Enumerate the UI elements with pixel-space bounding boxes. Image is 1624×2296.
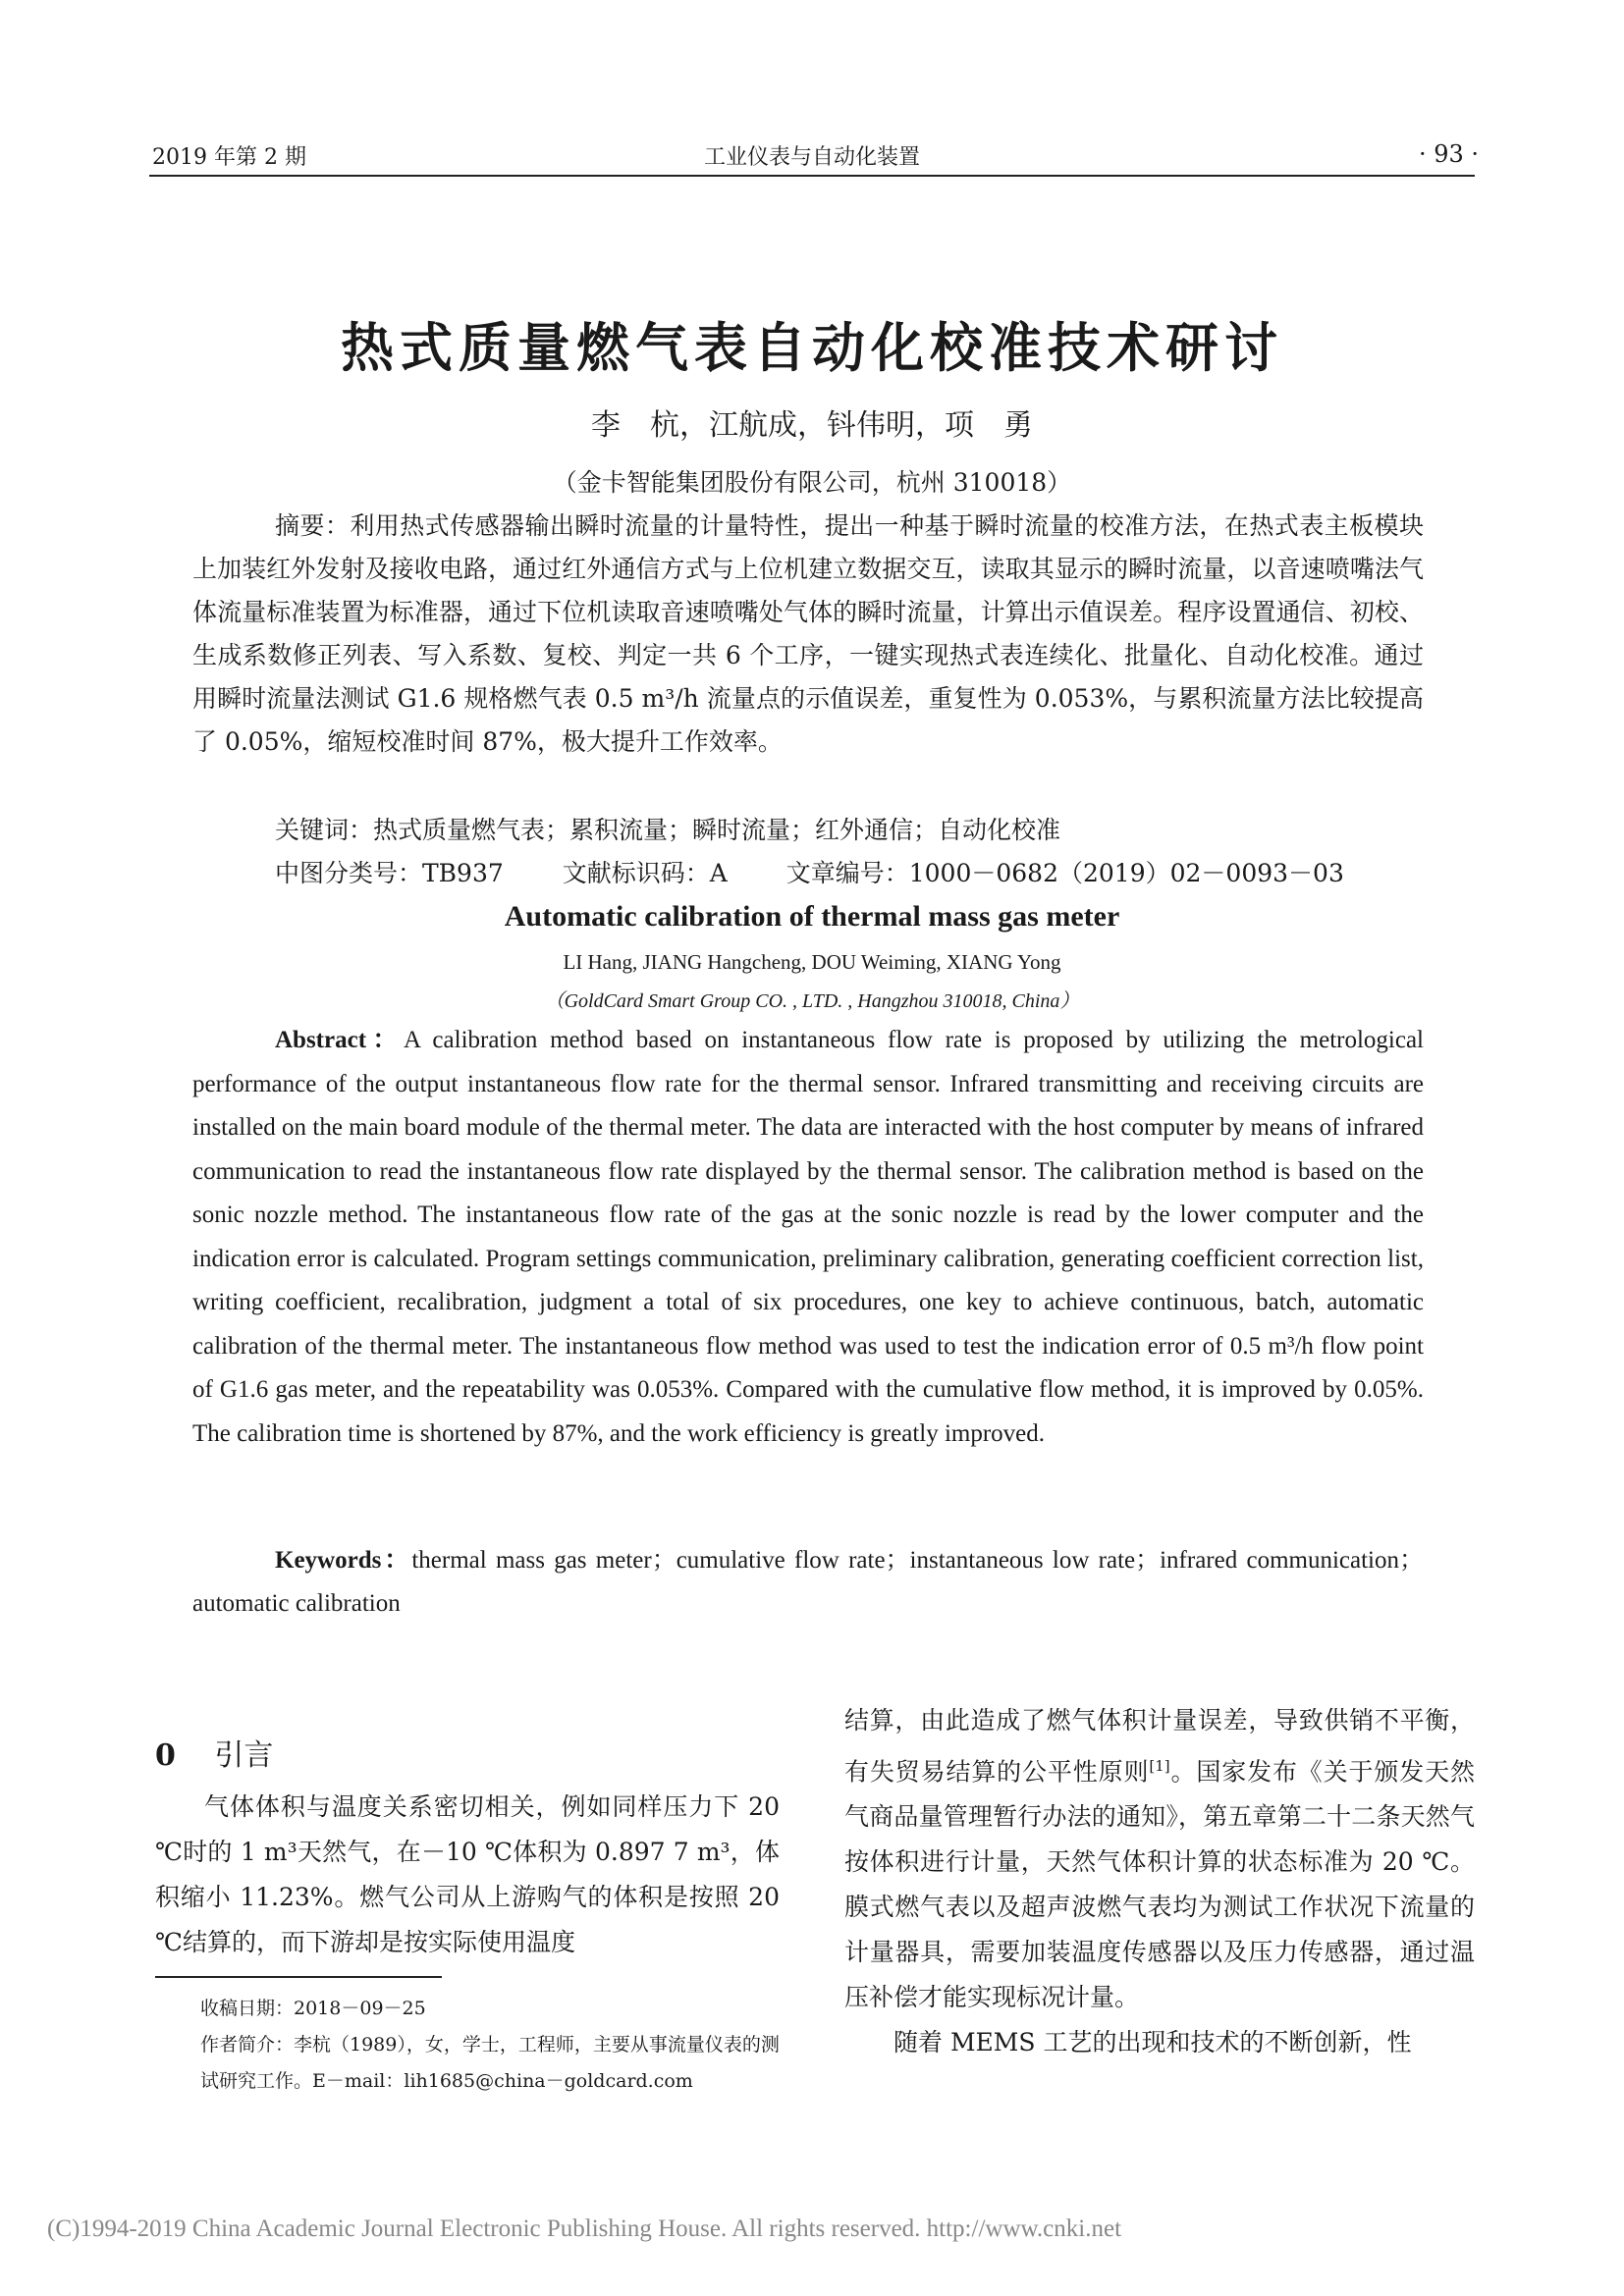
- section-heading: [155, 1731, 273, 1774]
- paper-title: 热式质量燃气表自动化校准技术研讨: [341, 317, 1283, 379]
- section-title: 引言: [214, 1738, 274, 1773]
- copyright-watermark: (C)1994-2019 China Academic Journal Electronic Publishing House. All rights reserved. http://www.cnki.net: [47, 2216, 1122, 2242]
- body-column-right: [844, 1698, 1475, 2065]
- page-number: · 93 ·: [1418, 140, 1479, 168]
- en-keywords-label: Keywords：: [275, 1547, 412, 1574]
- author-bio: 作者简介：李杭（1989），女，学士，工程师，主要从事流量仪表的测试研究工作。E－mail：lih1685@china－goldcard.com: [200, 2034, 780, 2092]
- paragraph: 随着 MEMS 工艺的出现和技术的不断创新，性: [893, 2028, 1412, 2057]
- journal-name: 工业仪表与自动化装置: [703, 145, 920, 170]
- cn-classification: [275, 854, 1395, 889]
- paragraph-text: 结算，由此造成了燃气体积计量误差，导致供销不平衡，有失贸易结算的公平性原则: [844, 1706, 1475, 1787]
- en-keywords-text: thermal mass gas meter；cumulative flow rate；instantaneous low rate；infrared communication；automatic calibration: [192, 1547, 1424, 1617]
- en-abstract-text: A calibration method based on instantaneous flow rate is proposed by utilizing the metrological performance of the output instantaneous flow rate for the thermal sensor. Infrared transmitting and receiving circuits are installed on the main board module of the thermal meter. The data are interacted with the host computer by means of infrared communication to read the instantaneous flow rate displayed by the thermal sensor. The calibration method is based on the sonic nozzle method. The instantaneous flow rate of the gas at the sonic nozzle is read by the lower computer and the indication error is calculated. Program settings communication, preliminary calibration, generating coefficient correction list, writing coefficient, recalibration, judgment a total of six procedures, one key to achieve continuous, batch, automatic calibration of the thermal meter. The instantaneous flow method was used to test the indication error of 0.5 m³/h flow point of G1.6 gas meter, and the repeatability was 0.053%. Compared with the cumulative flow method, it is improved by 0.05%. The calibration time is shortened by 87%, and the work efficiency is greatly improved.: [192, 1027, 1425, 1447]
- section-number: 0: [155, 1738, 176, 1773]
- received-date: 收稿日期：2018－09－25: [200, 1998, 426, 2019]
- paragraph-text-cont: 。国家发布《关于颁发天然气商品量管理暂行办法的通知》，第五章第二十二条天然气按体积进行计量，天然气体积计算的状态标准为 20 ℃。膜式燃气表以及超声波燃气表均为测试工作状况下流量的计量器具，需要加装温度传感器以及压力传感器，通过温压补偿才能实现标况计量。: [844, 1757, 1475, 2012]
- header-rule: [149, 175, 1475, 177]
- cn-abstract-text: 利用热式传感器输出瞬时流量的计量特性，提出一种基于瞬时流量的校准方法，在热式表主板模块上加装红外发射及接收电路，通过红外通信方式与上位机建立数据交互，读取其显示的瞬时流量，以音速喷嘴法气体流量标准装置为标准器，通过下位机读取音速喷嘴处气体的瞬时流量，计算出示值误差。程序设置通信、初校、生成系数修正列表、写入系数、复校、判定一共 6 个工序，一键实现热式表连续化、批量化、自动化校准。通过用瞬时流量法测试 G1.6 规格燃气表 0.5 m³/h 流量点的示值误差，重复性为 0.053%，与累积流量方法比较提高了 0.05%，缩短校准时间 87%，极大提升工作效率。: [192, 511, 1424, 756]
- en-abstract: [192, 1019, 1424, 1456]
- en-title: Automatic calibration of thermal mass gas meter: [504, 900, 1120, 933]
- en-authors: LI Hang, JIANG Hangcheng, DOU Weiming, XIANG Yong: [563, 950, 1061, 974]
- footnote-rule: [155, 1976, 442, 1978]
- body-column-left: 气体体积与温度关系密切相关，例如同样压力下 20 ℃时的 1 m³天然气，在－10 ℃体积为 0.897 7 m³，体积缩小 11.23%。燃气公司从上游购气的体积是按照 20 ℃结算的，而下游却是按实际使用温度: [155, 1792, 780, 1956]
- author-list: 李 杭，江航成，钭伟明，项 勇: [591, 408, 1033, 443]
- paragraph: [844, 1698, 1475, 2020]
- en-abstract-label: Abstract：: [275, 1027, 405, 1053]
- en-keywords: [192, 1539, 1424, 1626]
- en-affiliation: （GoldCard Smart Group CO. , LTD. , Hangzhou 310018, China）: [544, 990, 1080, 1012]
- citation: [1]: [1149, 1757, 1170, 1775]
- footnote: [155, 1991, 780, 2100]
- cn-keywords: 关键词：热式质量燃气表；累积流量；瞬时流量；红外通信；自动化校准: [275, 816, 1061, 844]
- cn-abstract: [110, 505, 1424, 764]
- doc-code: 文献标识码：A: [562, 859, 728, 887]
- article-number: 文章编号：1000－0682（2019）02－0093－03: [785, 859, 1344, 887]
- cn-abstract-label: 摘要：: [275, 511, 351, 540]
- clc-number: 中图分类号：TB937: [275, 859, 504, 887]
- journal-issue: 2019 年第 2 期: [152, 145, 306, 170]
- affiliation: （金卡智能集团股份有限公司，杭州 310018）: [552, 468, 1072, 497]
